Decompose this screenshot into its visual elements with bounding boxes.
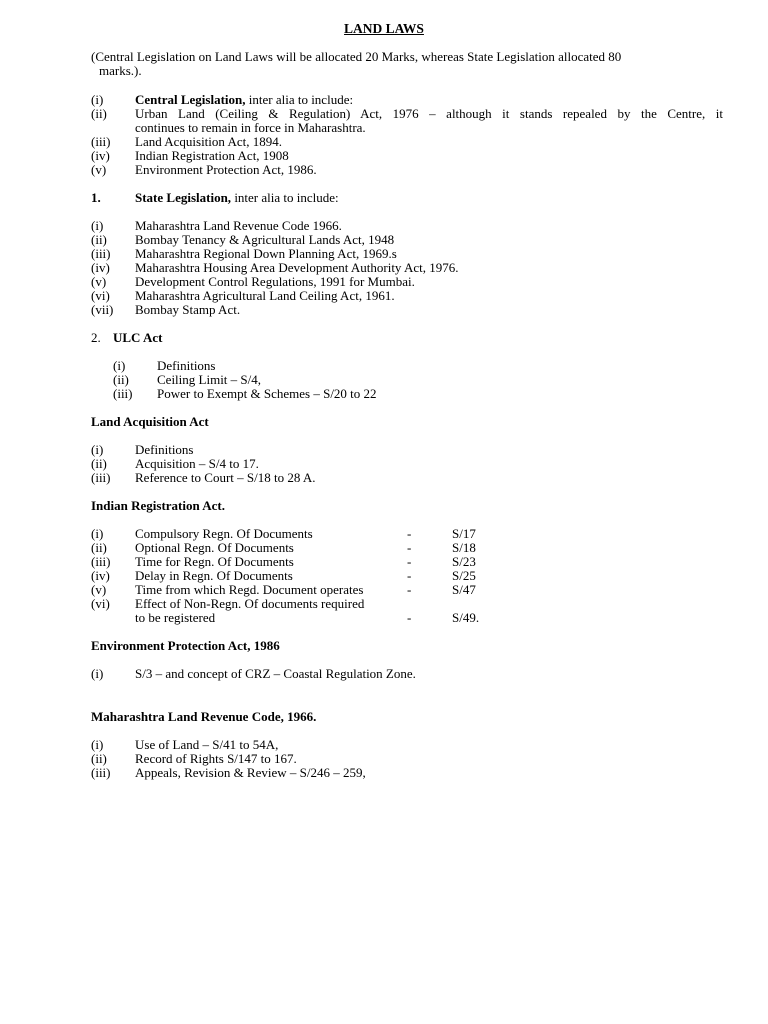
item-text: Acquisition – S/4 to 17. bbox=[135, 456, 259, 471]
item-text: Optional Regn. Of Documents bbox=[135, 540, 294, 555]
item-number: (iii) bbox=[91, 554, 111, 569]
item-number: (i) bbox=[113, 358, 126, 373]
registration-act-heading: Indian Registration Act. bbox=[91, 498, 225, 513]
item-text: Urban Land (Ceiling & Regulation) Act, 1976 – although it stands repealed by the Centre, it bbox=[135, 106, 723, 121]
item-number: (i) bbox=[91, 666, 104, 681]
item-text: S/3 – and concept of CRZ – Coastal Regulation Zone. bbox=[135, 666, 416, 681]
intro-note bbox=[91, 50, 721, 78]
item-number: (ii) bbox=[91, 232, 107, 247]
state-legislation-heading: State Legislation, bbox=[135, 190, 232, 205]
item-section: S/47 bbox=[452, 582, 476, 597]
item-dash: - bbox=[407, 582, 412, 597]
item-dash: - bbox=[407, 610, 412, 625]
item-number: (iii) bbox=[91, 134, 111, 149]
item-number: (iv) bbox=[91, 260, 110, 275]
item-number: (vii) bbox=[91, 302, 114, 317]
item-section: S/17 bbox=[452, 526, 476, 541]
item-text: Maharashtra Regional Down Planning Act, 1969.s bbox=[135, 246, 397, 261]
item-number: (i) bbox=[91, 526, 104, 541]
item-number: (ii) bbox=[113, 372, 129, 387]
item-text: Maharashtra Agricultural Land Ceiling Act, 1961. bbox=[135, 288, 395, 303]
mlrc-heading: Maharashtra Land Revenue Code, 1966. bbox=[91, 709, 317, 724]
item-number: (ii) bbox=[91, 540, 107, 555]
item-text: Land Acquisition Act, 1894. bbox=[135, 134, 282, 149]
item-text: Effect of Non-Regn. Of documents required bbox=[135, 596, 365, 611]
item-text: Delay in Regn. Of Documents bbox=[135, 568, 293, 583]
item-text: Time from which Regd. Document operates bbox=[135, 582, 364, 597]
item-text: Time for Regn. Of Documents bbox=[135, 554, 294, 569]
item-text: Compulsory Regn. Of Documents bbox=[135, 526, 313, 541]
item-dash: - bbox=[407, 540, 412, 555]
item-section: S/25 bbox=[452, 568, 476, 583]
item-text: Maharashtra Housing Area Development Authority Act, 1976. bbox=[135, 260, 459, 275]
item-dash: - bbox=[407, 554, 412, 569]
item-number: (vi) bbox=[91, 596, 110, 611]
item-number: (iii) bbox=[91, 765, 111, 780]
intro-line-2: marks.). bbox=[99, 63, 142, 78]
item-text: Use of Land – S/41 to 54A, bbox=[135, 737, 279, 752]
item-number: (vi) bbox=[91, 288, 110, 303]
item-number: (i) bbox=[91, 442, 104, 457]
item-text: Environment Protection Act, 1986. bbox=[135, 162, 317, 177]
item-number: (iii) bbox=[91, 470, 111, 485]
item-number: (ii) bbox=[91, 106, 107, 121]
item-text: Bombay Tenancy & Agricultural Lands Act, 1948 bbox=[135, 232, 395, 247]
central-legislation-rest: inter alia to include: bbox=[245, 92, 354, 107]
item-number: (iii) bbox=[91, 246, 111, 261]
item-text: Definitions bbox=[135, 442, 194, 457]
item-text: Bombay Stamp Act. bbox=[135, 302, 241, 317]
item-dash: - bbox=[407, 526, 412, 541]
ulc-heading: ULC Act bbox=[113, 330, 163, 345]
item-text: Maharashtra Land Revenue Code 1966. bbox=[135, 218, 342, 233]
item-text: Definitions bbox=[157, 358, 216, 373]
item-text-continued: to be registered bbox=[135, 610, 216, 625]
item-text: Reference to Court – S/18 to 28 A. bbox=[135, 470, 316, 485]
item-text: Ceiling Limit – S/4, bbox=[157, 372, 262, 387]
state-legislation-rest: inter alia to include: bbox=[231, 190, 339, 205]
item-number: (v) bbox=[91, 162, 107, 177]
central-legislation-heading: Central Legislation, bbox=[135, 92, 246, 107]
item-number: (iv) bbox=[91, 568, 110, 583]
intro-line-1: (Central Legislation on Land Laws will be allocated 20 Marks, whereas State Legislation allocated 80 bbox=[91, 49, 622, 64]
land-acquisition-heading: Land Acquisition Act bbox=[91, 414, 209, 429]
item-number: (iv) bbox=[91, 148, 110, 163]
item-number: (i) bbox=[91, 737, 104, 752]
section-number: 2. bbox=[91, 330, 101, 345]
item-number: (ii) bbox=[91, 751, 107, 766]
item-section: S/49. bbox=[452, 610, 480, 625]
item-section: S/18 bbox=[452, 540, 476, 555]
item-section: S/23 bbox=[452, 554, 476, 569]
item-number: (v) bbox=[91, 274, 107, 289]
section-number: 1. bbox=[91, 190, 101, 205]
item-text: Development Control Regulations, 1991 for Mumbai. bbox=[135, 274, 415, 289]
item-text: Appeals, Revision & Review – S/246 – 259, bbox=[135, 765, 366, 780]
item-dash: - bbox=[407, 568, 412, 583]
item-text: Indian Registration Act, 1908 bbox=[135, 148, 289, 163]
item-number: (v) bbox=[91, 582, 107, 597]
environment-act-heading: Environment Protection Act, 1986 bbox=[91, 638, 280, 653]
item-text: Power to Exempt & Schemes – S/20 to 22 bbox=[157, 386, 377, 401]
item-number: (iii) bbox=[113, 386, 133, 401]
page-title: LAND LAWS bbox=[344, 21, 424, 36]
item-number: (i) bbox=[91, 218, 104, 233]
item-number: (i) bbox=[91, 92, 104, 107]
item-text: Record of Rights S/147 to 167. bbox=[135, 751, 297, 766]
item-number: (ii) bbox=[91, 456, 107, 471]
item-text-continued: continues to remain in force in Maharashtra. bbox=[135, 120, 366, 135]
